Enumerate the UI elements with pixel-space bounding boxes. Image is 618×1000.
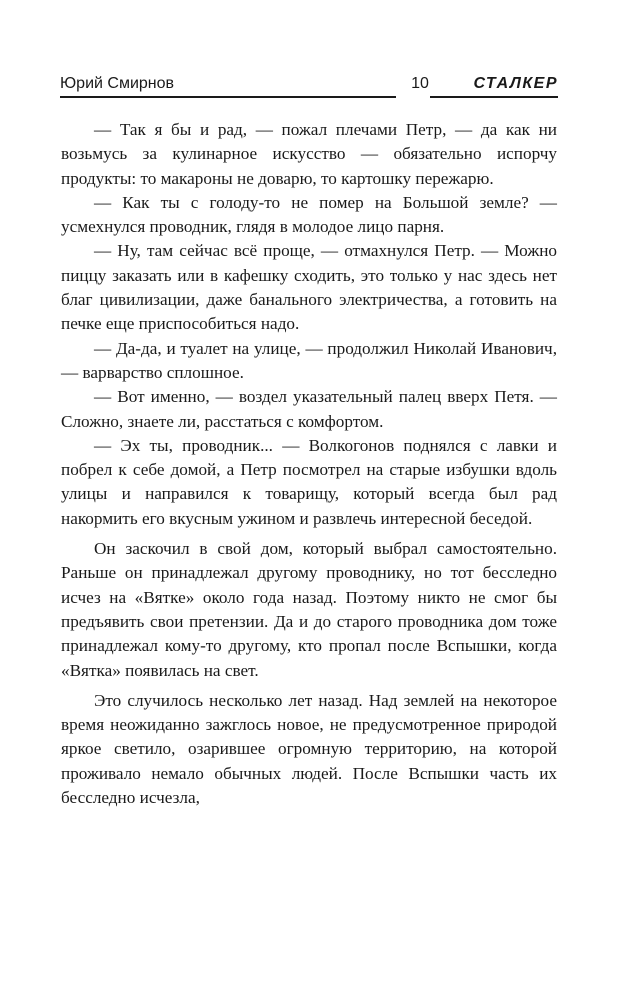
- paragraph: — Как ты с голоду-то не помер на Большой земле? — усмехнулся проводник, глядя в молодое лицо парня.: [61, 192, 557, 237]
- paragraph: Это случилось несколько лет назад. Над землей на некоторое время неожиданно зажглось новое, не предусмотренное природой яркое светило, озарившее огромную территорию, на которой проживало немало обычных людей. После Вспышки часть их бесследно исчезла,: [61, 690, 557, 808]
- paragraph: — Вот именно, — воздел указательный палец вверх Петя. — Сложно, знаете ли, расстаться с комфортом.: [61, 387, 557, 431]
- paragraph: — Эх ты, проводник... — Волкогонов поднялся с лавки и побрел к себе домой, а Петр посмотрел на старые избушки вдоль улицы и направился к товарищу, который всегда был рад накормить его вкусным ужином и развлечь интересной беседой.: [61, 435, 557, 528]
- header-rule-right: [430, 96, 558, 98]
- paragraph: — Ну, там сейчас всё проще, — отмахнулся Петр. — Можно пиццу заказать или в кафешку сходить, это только у нас здесь нет благ цивилизации, даже банального электричества, а готовить на печке еще приспособиться надо.: [61, 241, 557, 334]
- page-number: 10: [411, 75, 429, 92]
- header-rule-left: [60, 96, 396, 98]
- paragraph: — Так я бы и рад, — пожал плечами Петр, — да как ни возьмусь за кулинарное искусство — обязательно испорчу продукты: то макароны не доварю, то картошку пережарю.: [61, 120, 557, 188]
- paragraph: Он заскочил в свой дом, который выбрал самостоятельно. Раньше он принадлежал другому проводнику, но тот бесследно исчез на «Вятке» около года назад. Поэтому никто не смог бы предъявить свои претензии. Да и до старого проводника дом тоже принадлежал кому-то другому, кто пропал после Вспышки, когда «Вятка» появилась на свет.: [61, 539, 557, 680]
- paragraph: — Да-да, и туалет на улице, — продолжил Николай Иванович, — варварство сплошное.: [61, 338, 557, 382]
- header-series-title: СТАЛКЕР: [473, 75, 558, 92]
- running-header: [60, 74, 558, 100]
- body-text: [61, 118, 557, 810]
- header-author: Юрий Смирнов: [60, 75, 175, 92]
